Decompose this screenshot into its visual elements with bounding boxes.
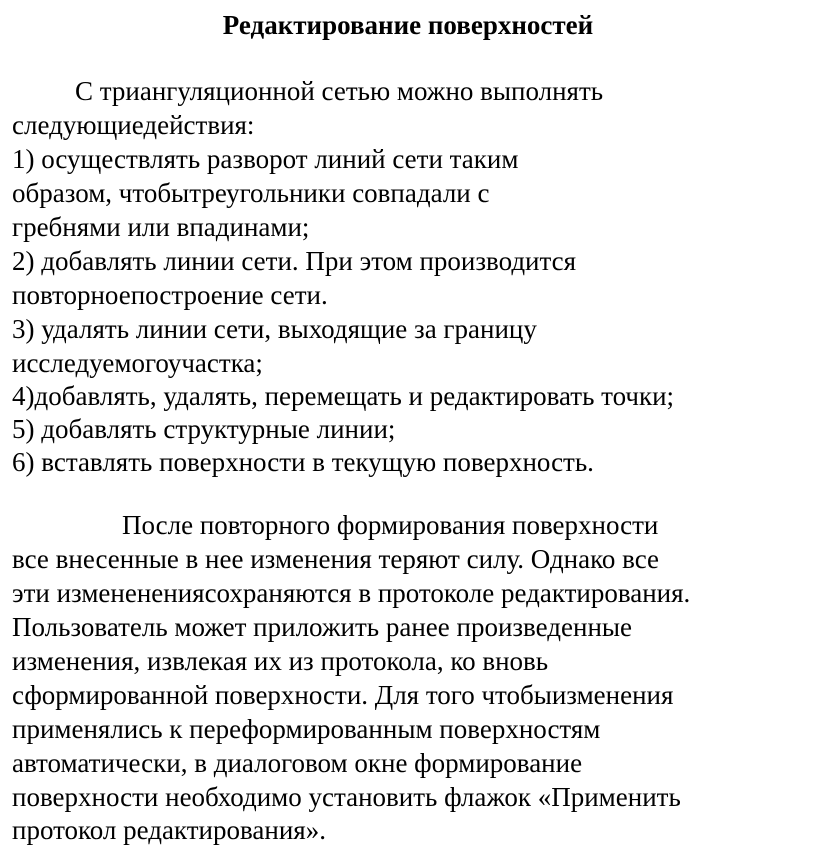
text-line: следующиедействия:: [12, 110, 255, 140]
text-line: 4)добавлять, удалять, перемещать и редактировать точки;: [12, 381, 675, 411]
page-title: Редактирование поверхностей: [222, 10, 594, 40]
text-line: повторноепостроение сети.: [12, 280, 328, 310]
text-line: Пользователь может приложить ранее произведенные: [12, 612, 633, 642]
text-line: все внесенные в нее изменения теряют силу. Однако все: [12, 544, 659, 574]
text-line: автоматически, в диалоговом окне формирование: [12, 748, 583, 778]
text-line: 1) осуществлять разворот линий сети таким: [12, 144, 519, 174]
text-line: образом, чтобытреугольники совпадали с: [12, 178, 490, 208]
text-line: 6) вставлять поверхности в текущую поверхность.: [12, 447, 594, 477]
text-line: 3) удалять линии сети, выходящие за границу: [12, 314, 537, 344]
text-line: С триангуляционной сетью можно выполнять: [75, 76, 604, 106]
text-line: поверхности необходимо установить флажок «Применить: [12, 782, 681, 812]
text-line: После повторного формирования поверхности: [122, 510, 659, 540]
text-line: гребнями или впадинами;: [12, 212, 310, 242]
text-line: исследуемогоучастка;: [12, 348, 263, 378]
text-line: применялись к переформированным поверхностям: [12, 714, 601, 744]
text-line: 5) добавлять структурные линии;: [12, 414, 396, 444]
text-line: протокол редактирования».: [12, 815, 326, 845]
text-line: эти измененениясохраняются в протоколе редактирования.: [12, 578, 691, 608]
text-line: изменения, извлекая их из протокола, ко вновь: [12, 646, 549, 676]
text-line: сформированной поверхности. Для того чтобыизменения: [12, 680, 674, 710]
text-line: 2) добавлять линии сети. При этом производится: [12, 246, 577, 276]
